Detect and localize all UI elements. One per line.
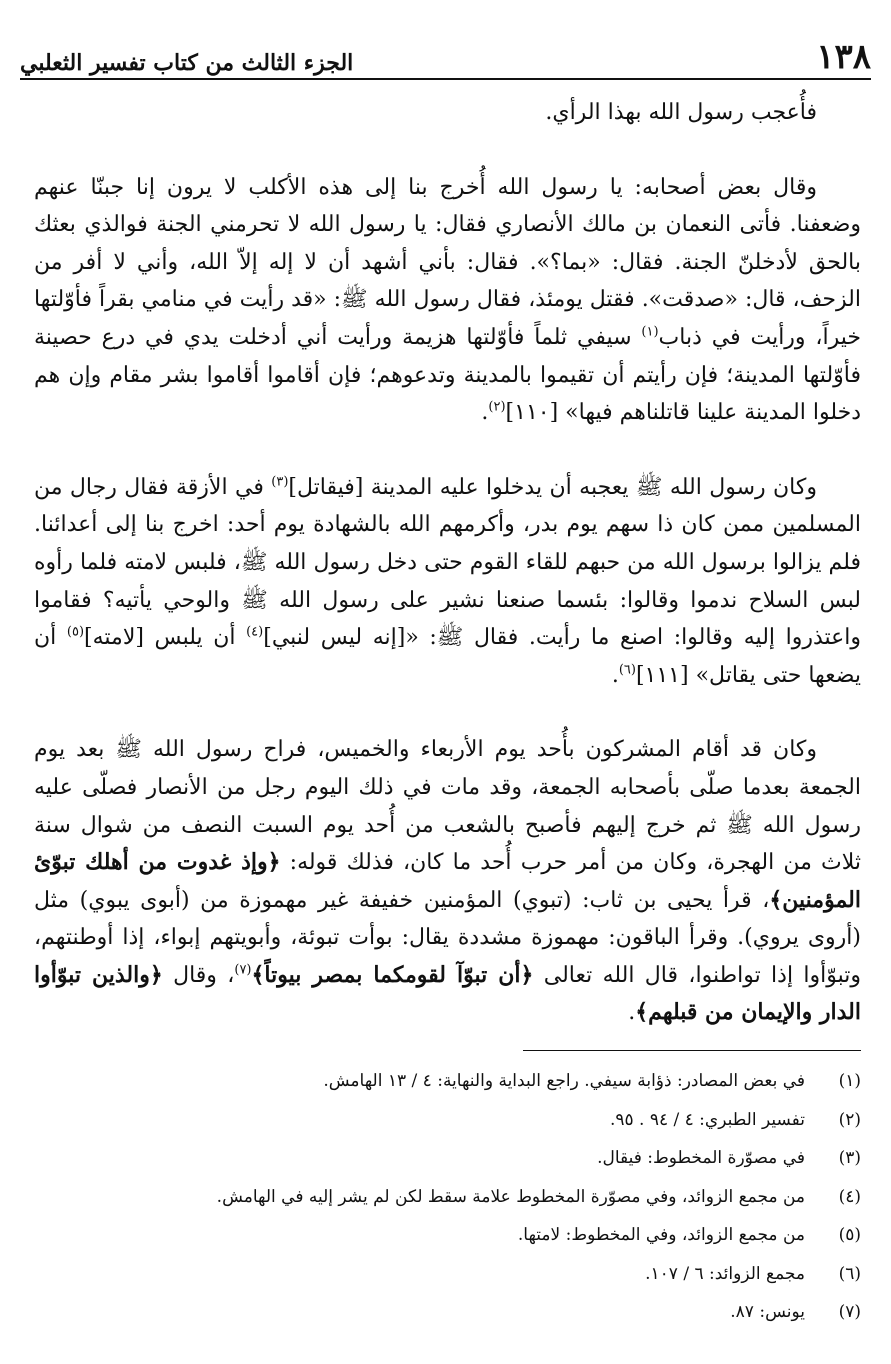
footnote-number: (١) xyxy=(838,1071,861,1091)
paragraph-2-end: . xyxy=(481,400,489,426)
footnote-ref-3[interactable]: (٣) xyxy=(271,474,289,490)
paragraph-4-text-b: ، قرأ يحيى بن ثاب: (تبوي) المؤمنين خفيفة غير مهموزة من (أبوى يبوي) مثل (أروى يروي). وقرأ الباقون: مهموزة مشددة يقال: بوأت تبوئة، وأبويتهم إبواء، إذا أوطنتهم، وتبوّأوا إذا تواطنوا، قال الله تعالى xyxy=(34,887,861,988)
paragraph-1: فأُعجب رسول الله بهذا الرأي. xyxy=(545,100,817,125)
paragraph-3 xyxy=(34,469,861,695)
quran-verse-2: ﴿أن تبوّآ لقومكما بمصر بيوتاً﴾ xyxy=(251,961,534,988)
footnote-item xyxy=(34,1062,861,1101)
footnote-number: (٦) xyxy=(838,1263,861,1284)
footnote-text: في بعض المصادر: ذؤابة سيفي. راجع البداية والنهاية: ٤ / ١٣ الهامش. xyxy=(323,1071,805,1091)
footnote-ref-2[interactable]: (٢) xyxy=(488,399,506,415)
footnote-item xyxy=(34,1255,861,1294)
footnote-item xyxy=(34,1101,861,1140)
footnote-text: يونس: ٨٧. xyxy=(730,1302,805,1322)
paragraph-2-text-b: سيفي ثلماً فأوّلتها هزيمة ورأيت أني أدخلت يدي في درع حصينة فأوّلتها المدينة؛ فإن رأيتم أن تقيموا بالمدينة وتدعوهم؛ فإن أقاموا أقاموا بشر مقام وإن هم دخلوا المدينة علينا قاتلناهم فيها» [١١٠] xyxy=(34,324,861,426)
paragraph-3-text-a: وكان رسول الله ﷺ يعجبه أن يدخلوا عليه المدينة [فيقاتل] xyxy=(288,474,817,500)
footnote-ref-1[interactable]: (١) xyxy=(641,324,659,340)
footnote-item xyxy=(34,1216,861,1255)
footnote-item xyxy=(34,1178,861,1217)
footnote-divider xyxy=(523,1050,861,1051)
footnote-number: (٤) xyxy=(838,1186,861,1207)
footnote-text: من مجمع الزوائد، وفي المخطوط: لامتها. xyxy=(517,1225,805,1245)
paragraph-4-text-c: ، وقال xyxy=(162,962,235,988)
paragraph-3-end: . xyxy=(611,662,619,688)
footnote-ref-6[interactable]: (٦) xyxy=(618,662,636,678)
quran-verse-3: ﴿والذين تبوّأوا الدار والإيمان من قبلهم﴾ xyxy=(34,961,861,1026)
footnote-text: من مجمع الزوائد، وفي مصوّرة المخطوط علامة سقط لكن لم يشر إليه في الهامش. xyxy=(216,1186,805,1207)
footnote-ref-4[interactable]: (٤) xyxy=(246,624,264,640)
footnote-number: (٢) xyxy=(838,1109,861,1130)
quran-verse-1: ﴿وإذ غدوت من أهلك تبوّئ المؤمنين﴾ xyxy=(34,849,861,913)
page-number: ١٣٨ xyxy=(816,37,871,77)
paragraph-2 xyxy=(34,169,861,432)
page-header xyxy=(20,26,871,80)
footnote-text: تفسير الطبري: ٤ / ٩٤ . ٩٥. xyxy=(609,1109,805,1130)
footnotes xyxy=(34,1062,861,1332)
footnote-item xyxy=(34,1139,861,1178)
footnote-text: في مصوّرة المخطوط: فيقال. xyxy=(597,1148,805,1168)
paragraph-3-text-b: في الأزقة فقال رجال من المسلمين ممن كان ذا سهم يوم بدر، وأكرمهم الله بالشهادة يوم أحد: اخرج بنا إلى أعدائنا. فلم يزالوا برسول الله من حبهم للقاء القوم حتى دخل رسول الله ﷺ، فلبس لامته فلما رأوه لبس السلاح ندموا وقالوا: بئسما صنعنا نشير على رسول الله ﷺ والوحي يأتيه؟ فقاموا واعتذروا إليه وقالوا: اصنع ما رأيت. فقال ﷺ: «[إنه ليس لنبي] xyxy=(34,474,862,651)
footnote-text: مجمع الزوائد: ٦ / ١٠٧. xyxy=(645,1263,805,1284)
paragraph-2-text-a: وقال بعض أصحابه: يا رسول الله أُخرج بنا إلى هذه الأكلب لا يرون إنا جبنّا عنهم وضعفنا. فأتى النعمان بن مالك الأنصاري فقال: يا رسول الله لا تحرمني الجنة فوالذي بعثك بالحق لأدخلنّ الجنة. فقال: «بما؟». فقال: بأني أشهد أن لا إله إلاّ الله، وأني لا أفر من الزحف، قال: «صدقت». فقتل يومئذ، فقال رسول الله ﷺ: «قد رأيت في منامي بقراً فأوّلتها خيراً، ورأيت في ذباب xyxy=(34,174,862,350)
body-text xyxy=(34,94,861,1032)
footnote-ref-7[interactable]: (٧) xyxy=(234,962,252,978)
paragraph-4 xyxy=(34,731,861,1032)
footnote-ref-5[interactable]: (٥) xyxy=(66,624,85,640)
paragraph-4-end: . xyxy=(628,1000,636,1026)
footnote-number: (٣) xyxy=(838,1148,861,1168)
paragraph-3-text-c: أن يلبس [لامته] xyxy=(84,625,247,651)
paragraph-3-text-d: أن يضعها حتى يقاتل» [١١١] xyxy=(34,625,861,688)
footnote-item xyxy=(34,1293,861,1332)
footnote-number: (٥) xyxy=(838,1225,861,1245)
paragraph-4-text-a: وكان قد أقام المشركون بأُحد يوم الأربعاء والخميس، فراح رسول الله ﷺ بعد يوم الجمعة بعدما صلّى بأصحابه الجمعة، وقد مات في ذلك اليوم رجل من الأنصار فصلّى عليه رسول الله ﷺ ثم خرج إليهم فأصبح بالشعب من أُحد يوم السبت النصف من شوال سنة ثلاث من الهجرة، وكان من أمر حرب أُحد ما كان، فذلك قوله: xyxy=(34,737,861,876)
running-title: الجزء الثالث من كتاب تفسير الثعلبي xyxy=(20,50,354,76)
footnote-number: (٧) xyxy=(838,1302,861,1322)
